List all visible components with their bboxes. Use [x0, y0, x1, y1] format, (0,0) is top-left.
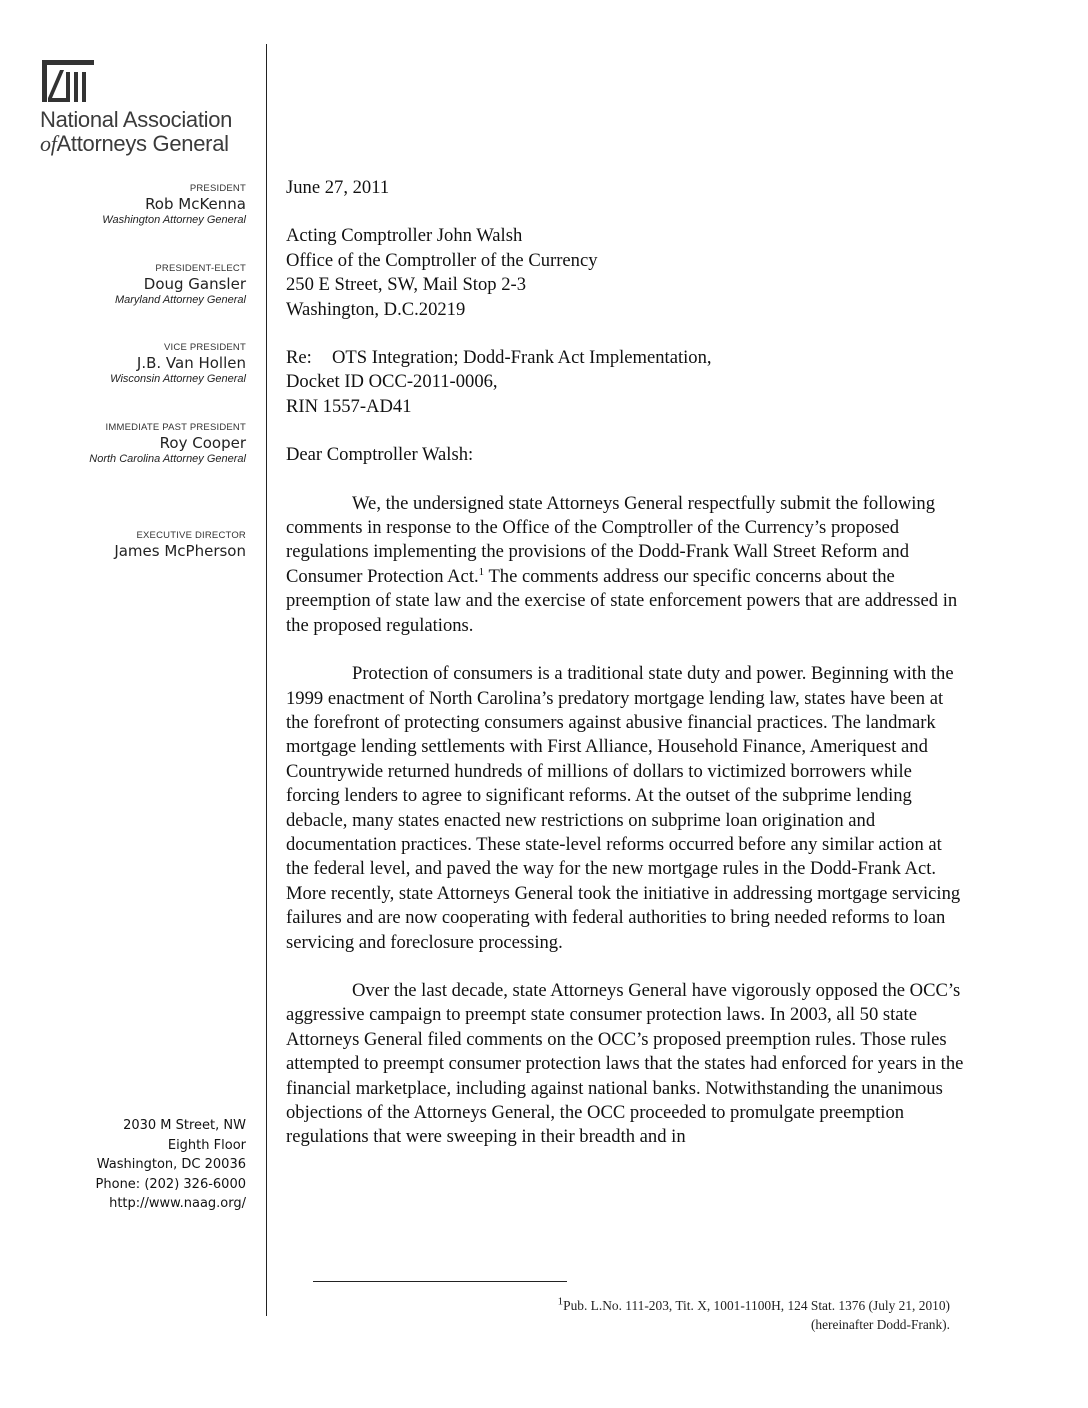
officer-role: PRESIDENT-ELECT [155, 263, 246, 274]
officer-vice-president [6, 342, 246, 386]
footnote-line-1 [558, 1296, 950, 1315]
footnote-text-1: Pub. L.No. 111-203, Tit. X, 1001-1100H, 124 Stat. 1376 (July 21, 2010) [563, 1298, 950, 1313]
officer-title: Washington Attorney General [102, 214, 246, 226]
officer-name: Doug Gansler [143, 275, 246, 293]
letterhead-divider [266, 44, 267, 1316]
officer-role: VICE PRESIDENT [164, 342, 246, 353]
footnote-divider [313, 1281, 567, 1282]
officer-list [6, 0, 246, 1408]
subject-label: Re: [286, 347, 312, 369]
officer-name: Rob McKenna [145, 195, 246, 213]
officer-title: North Carolina Attorney General [89, 453, 246, 465]
footnote [558, 1296, 950, 1334]
address-city: Washington, DC 20036 [96, 1157, 246, 1172]
paragraph-1 [286, 492, 964, 638]
org-name-of: of [40, 131, 57, 156]
footnote-marker: 1 [557, 1295, 564, 1308]
officer-executive-director [6, 530, 246, 560]
subject-text: OTS Integration; Dodd-Frank Act Implementation, [332, 347, 712, 369]
recipient-line: Acting Comptroller John Walsh [286, 225, 523, 247]
org-name-line1: National Association [40, 107, 233, 132]
letter-date: June 27, 2011 [286, 177, 390, 198]
recipient-line: Washington, D.C.20219 [286, 298, 466, 320]
paragraph-2: Protection of consumers is a traditional state duty and power. Beginning with the 1999 enactment of North Carolina’s predatory mortgage lending law, states have been at the forefront of protecting consumers against abusive financial practices. The landmark mortgage lending settlements with First Alliance, Household Finance, Ameriquest and Countrywide returned hundreds of millions of dollars to victimized borrowers while forcing lenders to agree to significant reforms. At the outset of the subprime lending debacle, many states enacted new restrictions on subprime loan origination and documentation practices. These state-level reforms occurred before any similar action at the federal level, and paved the way for the new mortgage rules in the Dodd-Frank Act. More recently, state Attorneys General took the initiative in addressing mortgage servicing failures and are now cooperating with federal authorities to bring needed reforms to loan servicing and foreclosure processing. [286, 663, 961, 953]
officer-name: James McPherson [114, 542, 246, 560]
address-floor: Eighth Floor [167, 1137, 246, 1153]
officer-president [6, 183, 246, 227]
letterhead-sidebar [0, 0, 262, 1408]
recipient-line: 250 E Street, SW, Mail Stop 2-3 [286, 274, 526, 296]
subject-line [286, 346, 964, 370]
address-street: 2030 M Street, NW [123, 1118, 246, 1133]
officer-president-elect [6, 263, 246, 307]
officer-immediate-past-president [6, 422, 246, 466]
footnote-text-2: (hereinafter Dodd-Frank). [810, 1317, 950, 1332]
paragraph-3: Over the last decade, state Attorneys General have vigorously opposed the OCC’s aggressive campaign to preempt state consumer protection laws. In 2003, all 50 state Attorneys General filed comments on the OCC’s proposed preemption rules. Those rules attempted to preempt consumer protection laws that the states had enforced for years in the financial marketplace, including against national banks. Notwithstanding the unanimous objections of the Attorneys General, the OCC proceeded to promulgate preemption regulations that were sweeping in their breadth and in [286, 979, 964, 1148]
officer-role: EXECUTIVE DIRECTOR [136, 530, 246, 541]
officer-name: Roy Cooper [159, 434, 246, 452]
officer-name: J.B. Van Hollen [136, 354, 246, 372]
address-phone: Phone: (202) 326-6000 [95, 1176, 246, 1192]
footnote-reference[interactable]: 1 [478, 565, 485, 578]
paragraph-1-text-b: The comments address our specific concerns about the preemption of state law and the exercise of state enforcement powers that are addressed in the proposed regulations. [286, 565, 958, 636]
paragraph-1-text-a: We, the undersigned state Attorneys General respectfully submit the following comments in response to the Office of the Comptroller of the Currency’s proposed regulations implementing the provisions of the Dodd-Frank Wall Street Reform and Consumer Protection Act. [286, 492, 936, 587]
subject-docket: Docket ID OCC-2011-0006, [286, 371, 498, 393]
org-name-rest: Attorneys General [56, 131, 229, 156]
officer-title: Wisconsin Attorney General [110, 373, 246, 385]
officer-role: PRESIDENT [189, 183, 246, 194]
subject-rin: RIN 1557-AD41 [286, 395, 412, 417]
officer-role: IMMEDIATE PAST PRESIDENT [105, 422, 246, 433]
org-address [96, 1116, 246, 1214]
salutation: Dear Comptroller Walsh: [286, 444, 474, 466]
officer-title: Maryland Attorney General [114, 294, 246, 306]
address-website-link[interactable]: http://www.naag.org/ [109, 1196, 246, 1211]
recipient-line: Office of the Comptroller of the Currency [286, 249, 598, 271]
letter-body [286, 176, 964, 1150]
